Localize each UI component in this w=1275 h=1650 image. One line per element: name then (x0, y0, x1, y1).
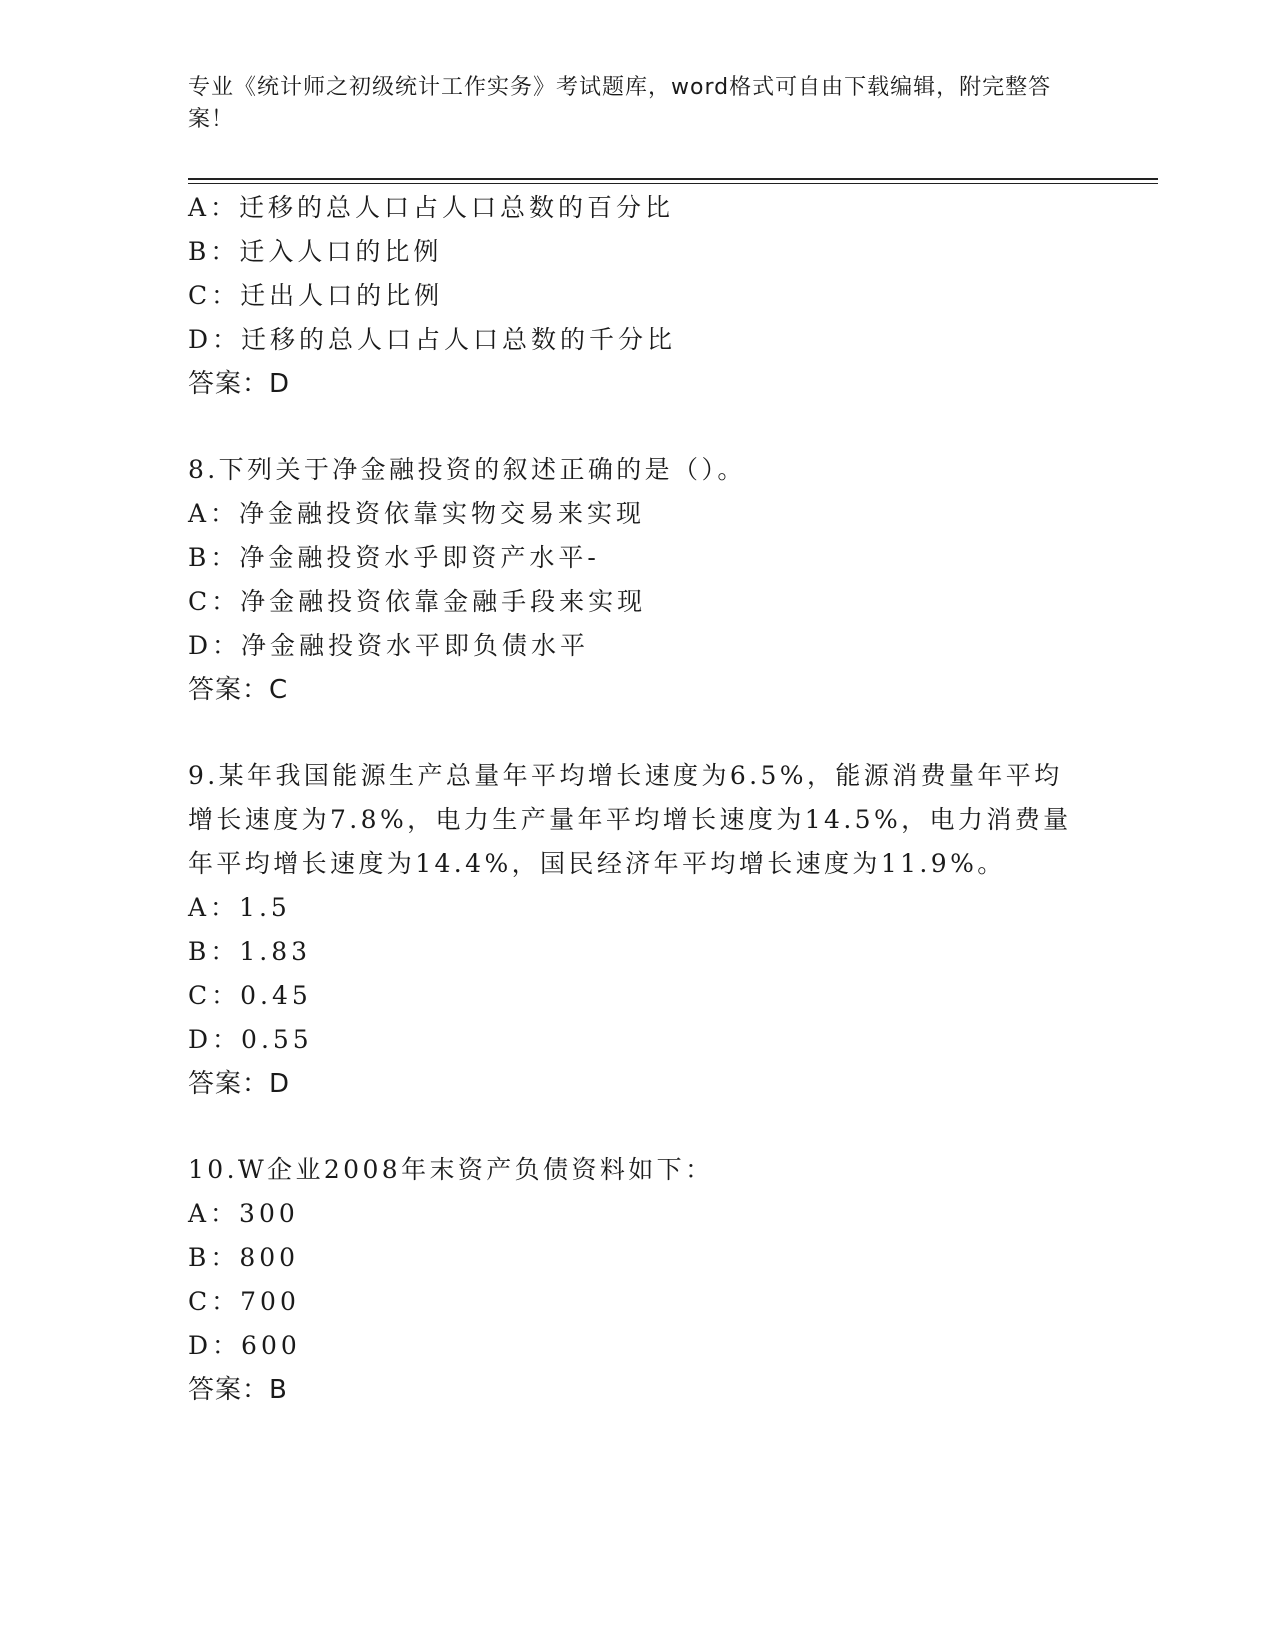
q10-option-c: C：700 (188, 1287, 300, 1316)
header-divider-thick (188, 178, 1158, 180)
q7-option-c: C：迁出人口的比例 (188, 281, 444, 310)
q9-stem-line-2: 增长速度为7.8%，电力生产量年平均增长速度为14.5%，电力消费量 (188, 805, 1072, 834)
q9-option-d: D：0.55 (188, 1025, 313, 1054)
q9-option-c: C：0.45 (188, 981, 312, 1010)
q10-stem: 10.W企业2008年末资产负债资料如下： (188, 1155, 714, 1184)
q9-answer: 答案：D (188, 1069, 291, 1099)
q10-option-b: B：800 (188, 1243, 300, 1272)
q9-option-a: A：1.5 (188, 893, 291, 922)
q7-option-b: B：迁入人口的比例 (188, 237, 443, 266)
q8-option-c: C：净金融投资依靠金融手段来实现 (188, 587, 647, 616)
q7-option-a: A：迁移的总人口占人口总数的百分比 (188, 193, 675, 222)
header-divider-thin (188, 183, 1158, 184)
q8-option-d: D：净金融投资水平即负债水平 (188, 631, 590, 660)
q8-stem: 8.下列关于净金融投资的叙述正确的是（）。 (188, 455, 746, 484)
q10-answer: 答案：B (188, 1375, 288, 1405)
q10-option-a: A：300 (188, 1199, 299, 1228)
q9-option-b: B：1.83 (188, 937, 312, 966)
q9-stem-line-1: 9.某年我国能源生产总量年平均增长速度为6.5%，能源消费量年平均 (188, 761, 1063, 790)
q10-option-d: D：600 (188, 1331, 301, 1360)
q8-option-a: A：净金融投资依靠实物交易来实现 (188, 499, 646, 528)
q9-stem-line-3: 年平均增长速度为14.4%，国民经济年平均增长速度为11.9%。 (188, 849, 1006, 878)
q7-option-d: D：迁移的总人口占人口总数的千分比 (188, 325, 677, 354)
document-header: 专业《统计师之初级统计工作实务》考试题库，word格式可自由下载编辑，附完整答案！ (188, 75, 1052, 132)
q8-option-b: B：净金融投资水乎即资产水平- (188, 543, 600, 572)
q7-answer: 答案：D (188, 369, 291, 399)
q8-answer: 答案：C (188, 675, 289, 705)
